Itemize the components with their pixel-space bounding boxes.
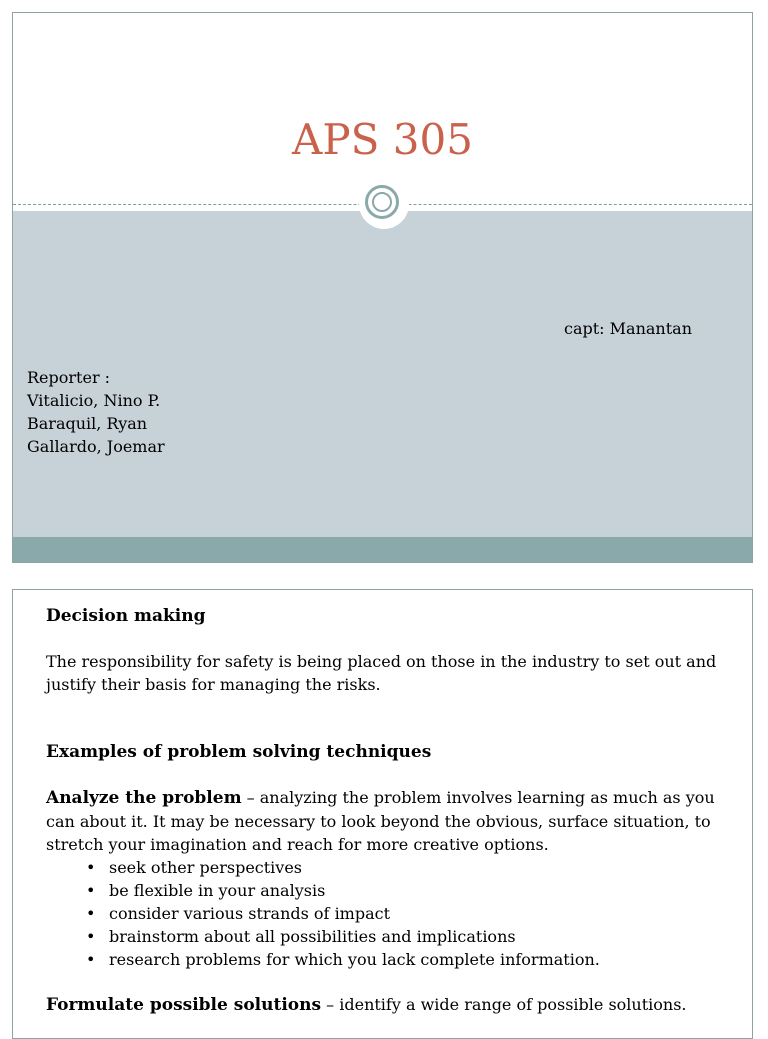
bullet-list <box>46 856 736 971</box>
analyze-term: Analyze the problem <box>46 788 242 808</box>
reporter-name: Baraquil, Ryan <box>27 414 148 433</box>
reporter-label: Reporter : <box>27 368 111 387</box>
formulate-paragraph <box>46 993 736 1017</box>
slide-body <box>46 605 736 1017</box>
intro-paragraph: The responsibility for safety is being placed on those in the industry to set out and justify their basis for managing the risks. <box>46 652 717 694</box>
analyze-paragraph <box>46 786 736 856</box>
slide-title: APS 305 <box>292 115 473 164</box>
reporter-name: Gallardo, Joemar <box>27 437 165 456</box>
formulate-term: Formulate possible solutions <box>46 995 322 1015</box>
ring-inner <box>372 192 392 212</box>
ring-ornament-icon <box>365 185 399 219</box>
reporter-list <box>27 366 165 458</box>
formulate-text: – identify a wide range of possible solutions. <box>321 995 687 1014</box>
footer-bar <box>13 537 752 563</box>
title-slide <box>12 12 753 563</box>
list-item: • seek other perspectives <box>109 856 736 879</box>
instructor-name: capt: Manantan <box>564 319 692 338</box>
list-item: • brainstorm about all possibilities and implications <box>109 925 736 948</box>
section-heading: Decision making <box>46 606 206 626</box>
list-item: • consider various strands of impact <box>109 902 736 925</box>
reporter-name: Vitalicio, Nino P. <box>27 391 161 410</box>
list-item: • be flexible in your analysis <box>109 879 736 902</box>
examples-heading: Examples of problem solving techniques <box>46 742 432 762</box>
analyze-text: – analyzing the problem involves learning as much as you can about it. It may be necessary to look beyond the obvious, surface situation, to stretch your imagination and reach for more creative options. <box>46 788 715 854</box>
list-item: • research problems for which you lack complete information. <box>109 948 736 971</box>
content-slide <box>12 589 753 1039</box>
